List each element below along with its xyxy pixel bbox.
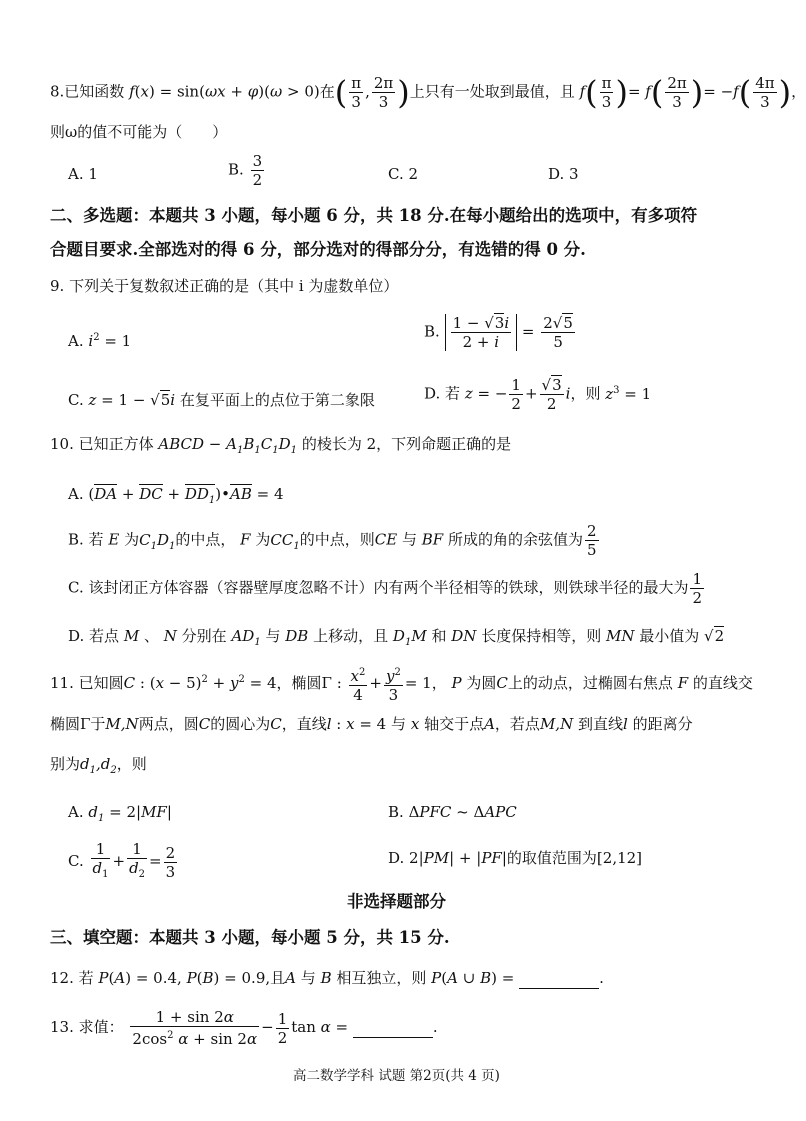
q10-option-c: C. 该封闭正方体容器（容器壁厚度忽略不计）内有两个半径相等的铁球，则铁球半径的最大为 $\frac{1}{2}$ — [68, 570, 703, 607]
q8-option-d: D. 3 — [548, 165, 579, 183]
q12: 12. 若 P(A) = 0.4, P(B) = 0.9,且A 与 B 相互独立，则 P(A ∪ B) = . — [50, 969, 604, 987]
q9-option-d: D. 若 z = − $\frac{1}{2}$ + $\frac{√3}{2}$ i，则 $z^3 = 1$ — [424, 376, 652, 413]
q8-line2: 则ω的值不可能为（ ） — [50, 123, 228, 141]
section3-heading: 三、填空题：本题共 3 小题，每小题 5 分，共 15 分. — [50, 928, 450, 947]
q13: 13. 求值： $\frac{1 + \sin 2\alpha}{2\cos^2 \alpha + \sin 2\alpha}$ − $\frac{1}{2}$ tan α = . — [50, 1008, 438, 1048]
q11-line2: 椭圆Γ于M,N两点，圆C的圆心为C，直线l : x = 4 与 x 轴交于点A，若点M,N 到直线l 的距离分 — [50, 715, 693, 733]
q11-option-b: B. ΔPFC ~ ΔAPC — [388, 803, 517, 821]
page-footer: 高二数学学科 试题 第2页(共 4 页) — [293, 1068, 500, 1084]
nonchoice-heading: 非选择题部分 — [347, 892, 446, 911]
q11-line3: 别为$d_1,d_2$，则 — [50, 755, 147, 776]
q10-option-d: D. 若点 M 、 N 分别在 $AD_1$ 与 DB 上移动，且 $D_1M$ 和 DN 长度保持相等，则 MN 最小值为 √2 — [68, 627, 725, 648]
q8-option-b: B. $\frac{3}{2}$ — [228, 152, 263, 189]
q13-answer-blank — [353, 1017, 433, 1038]
section2-heading-line2: 合题目要求.全部选对的得 6 分，部分选对的得部分分，有选错的得 0 分. — [50, 240, 586, 259]
q12-answer-blank — [519, 968, 599, 989]
q10-option-a: A. (DA + DC + $DD_1)•AB = 4$ — [68, 485, 284, 506]
q11-line1: 11. 已知圆C : $(x - 5)^2 + y^2 = 4$，椭圆Γ : $\frac{x^2}{4}$ + $\frac{y^2}{3}$ = 1， P 为圆C上的动点，过椭圆右焦点 F 的直线交 — [50, 664, 753, 704]
q9-option-c: C. z = 1 − √5i 在复平面上的点位于第二象限 — [68, 391, 375, 409]
q9-stem: 9. 下列关于复数叙述正确的是（其中 i 为虚数单位） — [50, 277, 399, 295]
section2-heading-line1: 二、多选题：本题共 3 小题，每小题 6 分，共 18 分.在每小题给出的选项中，有多项符 — [50, 206, 698, 225]
q8-option-a: A. 1 — [68, 165, 98, 183]
q11-option-a: A. $d_1 = 2|MF|$ — [68, 803, 172, 824]
q8-option-c: C. 2 — [388, 165, 419, 183]
q8-line1: 8.已知函数 f(x) = sin(ωx + φ)(ω > 0)在( $\frac{\pi}{3}$ , $\frac{2\pi}{3}$ )上只有一处取到最值，且 f( $\frac{\pi}{3}$ )= f( $\frac{2\pi}{3}$ )= −f( $\frac{4\pi}{3}$ )， — [50, 73, 806, 112]
q9-option-a: A. $i^2 = 1$ — [68, 332, 132, 350]
q10-stem: 10. 已知正方体 ABCD − $A_1B_1C_1D_1$ 的棱长为 2，下列命题正确的是 — [50, 435, 512, 456]
q10-option-b: B. 若 E 为$C_1D_1$的中点， F 为$CC_1$的中点，则CE 与 BF 所成的角的余弦值为 $\frac{2}{5}$ — [68, 522, 597, 559]
q11-option-d: D. 2|PM| + |PF|的取值范围为[2,12] — [388, 849, 643, 867]
q9-option-b: B. $\frac{1 - √3i}{2 + i}$ = $\frac{2√5}{5}$ — [424, 314, 573, 351]
q11-option-c: C. $\frac{1}{d_1}$ + $\frac{1}{d_2}$ = $\frac{2}{3}$ — [68, 840, 176, 881]
